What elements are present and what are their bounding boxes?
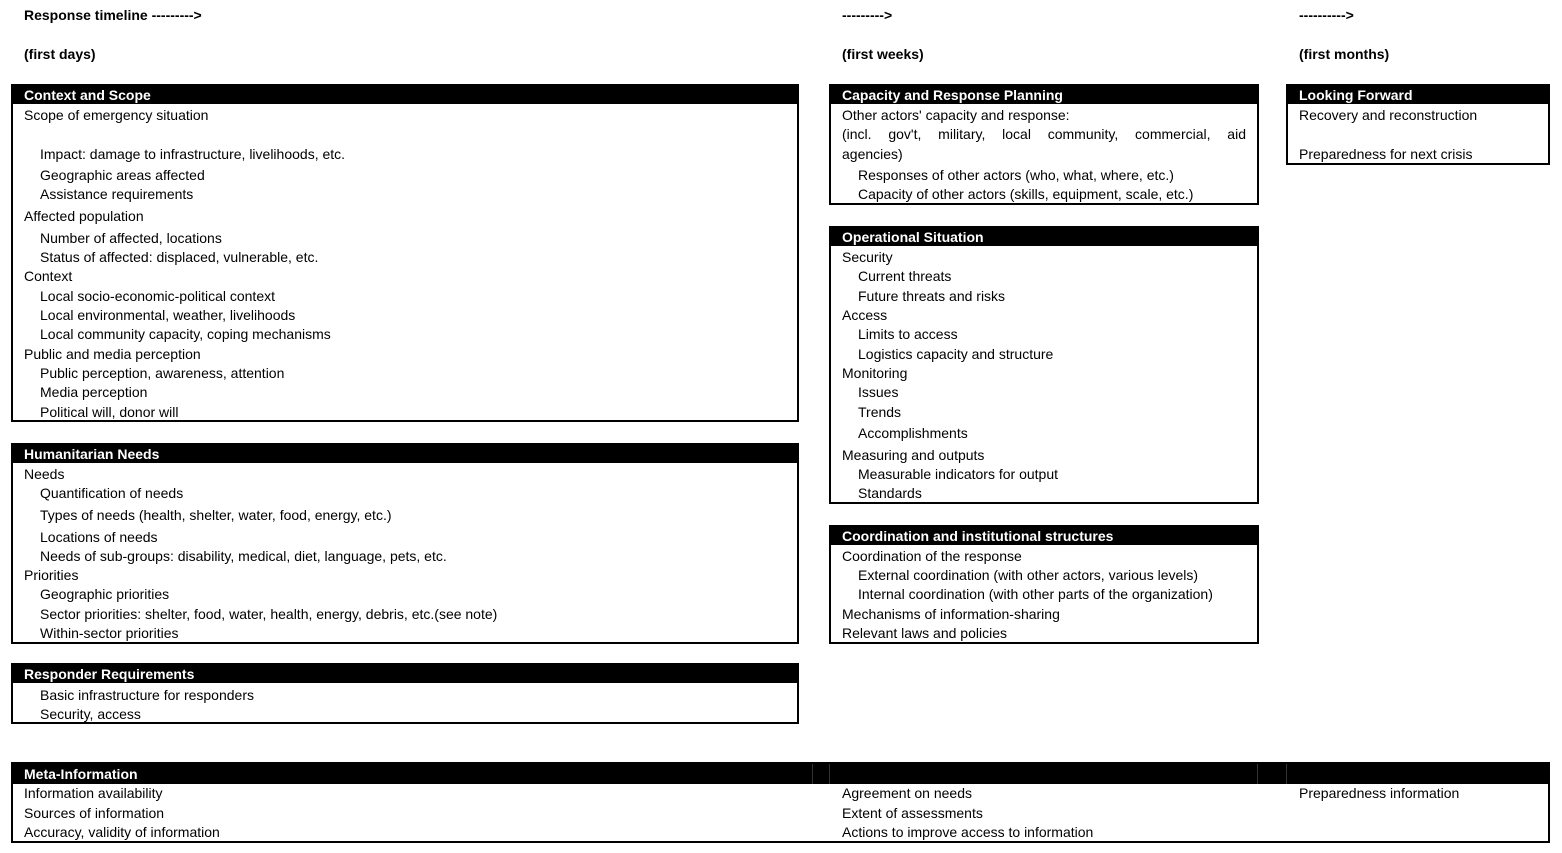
- context-heading: Context: [24, 268, 73, 284]
- environment-item: Local environmental, weather, livelihoods: [40, 307, 296, 323]
- timeline-col1-period: (first days): [24, 46, 96, 62]
- context-scope-title: Context and Scope: [13, 86, 797, 104]
- trends-item: Trends: [858, 404, 902, 420]
- responder-requirements-box: [11, 663, 799, 724]
- access-heading: Access: [842, 307, 888, 323]
- monitoring-heading: Monitoring: [842, 365, 908, 381]
- laws-item: Relevant laws and policies: [842, 625, 1007, 641]
- other-actors-heading: Other actors' capacity and response:: [842, 107, 1070, 123]
- socio-item: Local socio-economic-political context: [40, 288, 275, 304]
- info-availability-item: Information availability: [24, 785, 163, 801]
- current-threats-item: Current threats: [858, 268, 952, 284]
- security-access-item: Security, access: [40, 706, 141, 722]
- timeline-col2-arrow: --------->: [842, 7, 893, 23]
- coordination-title: Coordination and institutional structures: [831, 527, 1257, 545]
- security-heading: Security: [842, 249, 893, 265]
- indicators-item: Measurable indicators for output: [858, 466, 1058, 482]
- affected-heading: Affected population: [24, 208, 144, 224]
- agreement-item: Agreement on needs: [842, 785, 972, 801]
- sector-priorities-item: Sector priorities: shelter, food, water, health, energy, debris, etc.(see note): [40, 606, 498, 622]
- mechanisms-item: Mechanisms of information-sharing: [842, 606, 1060, 622]
- looking-forward-title: Looking Forward: [1288, 86, 1548, 104]
- meta-information-box: [11, 762, 1550, 843]
- timeline-col3-arrow: ---------->: [1299, 7, 1354, 23]
- capacity-item: Capacity of other actors (skills, equipment, scale, etc.): [858, 186, 1194, 202]
- logistics-item: Logistics capacity and structure: [858, 346, 1054, 362]
- humanitarian-needs-box: [11, 443, 799, 644]
- sub-groups-item: Needs of sub-groups: disability, medical, diet, language, pets, etc.: [40, 548, 447, 564]
- future-threats-item: Future threats and risks: [858, 288, 1006, 304]
- geo-areas-item: Geographic areas affected: [40, 167, 205, 183]
- timeline-col2-period: (first weeks): [842, 46, 924, 62]
- capacity-planning-box: [829, 84, 1259, 205]
- external-coordination-item: External coordination (with other actors, various levels): [858, 567, 1199, 583]
- operational-situation-box: [829, 226, 1259, 504]
- media-perception-item: Media perception: [40, 384, 148, 400]
- meta-divider: [829, 764, 830, 784]
- types-of-needs-item: Types of needs (health, shelter, water, food, energy, etc.): [40, 507, 392, 523]
- number-affected-item: Number of affected, locations: [40, 230, 222, 246]
- within-sector-item: Within-sector priorities: [40, 625, 179, 641]
- quantification-item: Quantification of needs: [40, 485, 184, 501]
- public-media-heading: Public and media perception: [24, 346, 201, 362]
- meta-information-title: Meta-Information: [24, 766, 138, 782]
- context-scope-box: [11, 84, 799, 422]
- issues-item: Issues: [858, 384, 899, 400]
- political-will-item: Political will, donor will: [40, 404, 179, 420]
- extent-item: Extent of assessments: [842, 805, 983, 821]
- humanitarian-needs-title: Humanitarian Needs: [13, 445, 797, 463]
- coordination-box: [829, 525, 1259, 644]
- looking-forward-box: [1286, 84, 1550, 165]
- responses-item: Responses of other actors (who, what, where, etc.): [858, 167, 1174, 183]
- internal-coordination-item: Internal coordination (with other parts of the organization): [858, 586, 1213, 602]
- assistance-item: Assistance requirements: [40, 186, 194, 202]
- recovery-item: Recovery and reconstruction: [1299, 107, 1478, 123]
- meta-divider: [812, 764, 813, 784]
- meta-information-title-bar: [13, 764, 1548, 784]
- scope-heading: Scope of emergency situation: [24, 107, 209, 123]
- coordination-heading: Coordination of the response: [842, 548, 1022, 564]
- standards-item: Standards: [858, 485, 922, 501]
- status-affected-item: Status of affected: displaced, vulnerable, etc.: [40, 249, 319, 265]
- other-actors-agencies: agencies): [842, 146, 903, 162]
- actions-item: Actions to improve access to information: [842, 824, 1094, 840]
- geo-priorities-item: Geographic priorities: [40, 586, 170, 602]
- accuracy-item: Accuracy, validity of information: [24, 824, 220, 840]
- priorities-heading: Priorities: [24, 567, 79, 583]
- public-perception-item: Public perception, awareness, attention: [40, 365, 285, 381]
- other-actors-incl: (incl. gov't, military, local community, commercial, aid: [842, 126, 1246, 142]
- locations-of-needs-item: Locations of needs: [40, 529, 158, 545]
- measuring-heading: Measuring and outputs: [842, 447, 985, 463]
- basic-infrastructure-item: Basic infrastructure for responders: [40, 687, 254, 703]
- needs-heading: Needs: [24, 466, 65, 482]
- timeline-col3-period: (first months): [1299, 46, 1390, 62]
- preparedness-info-item: Preparedness information: [1299, 785, 1460, 801]
- capacity-planning-title: Capacity and Response Planning: [831, 86, 1257, 104]
- timeline-col1-arrow: Response timeline --------->: [24, 7, 202, 23]
- meta-divider: [1286, 764, 1287, 784]
- accomplishments-item: Accomplishments: [858, 425, 968, 441]
- preparedness-next-item: Preparedness for next crisis: [1299, 146, 1473, 162]
- operational-situation-title: Operational Situation: [831, 228, 1257, 246]
- limits-item: Limits to access: [858, 326, 958, 342]
- impact-item: Impact: damage to infrastructure, livelihoods, etc.: [40, 146, 346, 162]
- meta-divider: [1257, 764, 1258, 784]
- responder-requirements-title: Responder Requirements: [13, 665, 797, 683]
- sources-item: Sources of information: [24, 805, 165, 821]
- community-item: Local community capacity, coping mechanisms: [40, 326, 331, 342]
